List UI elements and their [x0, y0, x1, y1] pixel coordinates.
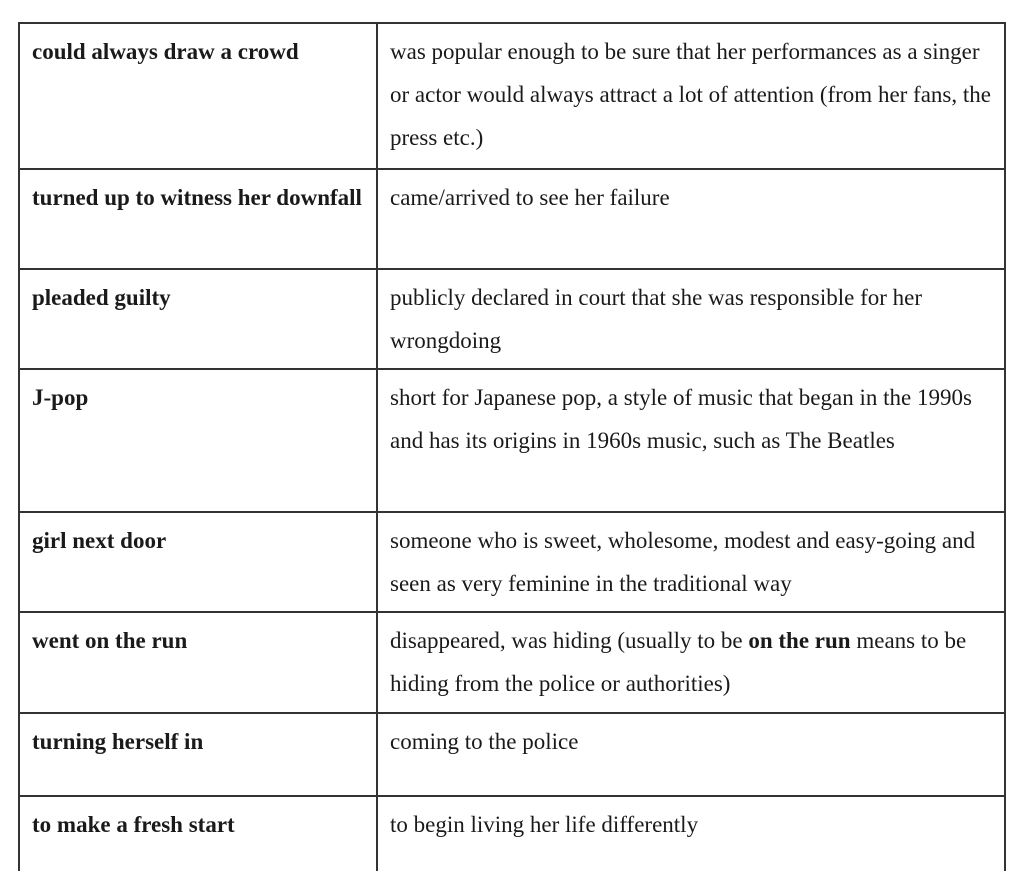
term-cell: to make a fresh start — [19, 796, 377, 871]
definition-bold-phrase: on the run — [748, 628, 851, 653]
term-cell: turned up to witness her downfall — [19, 169, 377, 269]
term-cell: J-pop — [19, 369, 377, 512]
definition-cell: was popular enough to be sure that her performances as a singer or actor would always attract a lot of attention (from her fans, the press etc.) — [377, 23, 1005, 169]
table-row — [19, 612, 1005, 713]
term-cell: turning herself in — [19, 713, 377, 796]
definition-cell: came/arrived to see her failure — [377, 169, 1005, 269]
definition-cell: coming to the police — [377, 713, 1005, 796]
definition-cell — [377, 612, 1005, 713]
term-cell: could always draw a crowd — [19, 23, 377, 169]
table-row — [19, 796, 1005, 871]
definition-text-after: means to be hiding from the police or authorities) — [390, 628, 967, 696]
term-cell: went on the run — [19, 612, 377, 713]
table-row — [19, 713, 1005, 796]
table-row — [19, 269, 1005, 369]
term-cell: pleaded guilty — [19, 269, 377, 369]
definition-text-before: disappeared, was hiding (usually to be — [390, 628, 749, 653]
table-row — [19, 23, 1005, 169]
definition-cell: someone who is sweet, wholesome, modest and easy-going and seen as very feminine in the traditional way — [377, 512, 1005, 612]
term-cell: girl next door — [19, 512, 377, 612]
definition-cell: short for Japanese pop, a style of music that began in the 1990s and has its origins in 1960s music, such as The Beatles — [377, 369, 1005, 512]
definition-cell: publicly declared in court that she was responsible for her wrongdoing — [377, 269, 1005, 369]
table-row — [19, 512, 1005, 612]
vocabulary-table — [18, 22, 1006, 871]
table-row — [19, 369, 1005, 512]
definition-cell: to begin living her life differently — [377, 796, 1005, 871]
table-row — [19, 169, 1005, 269]
